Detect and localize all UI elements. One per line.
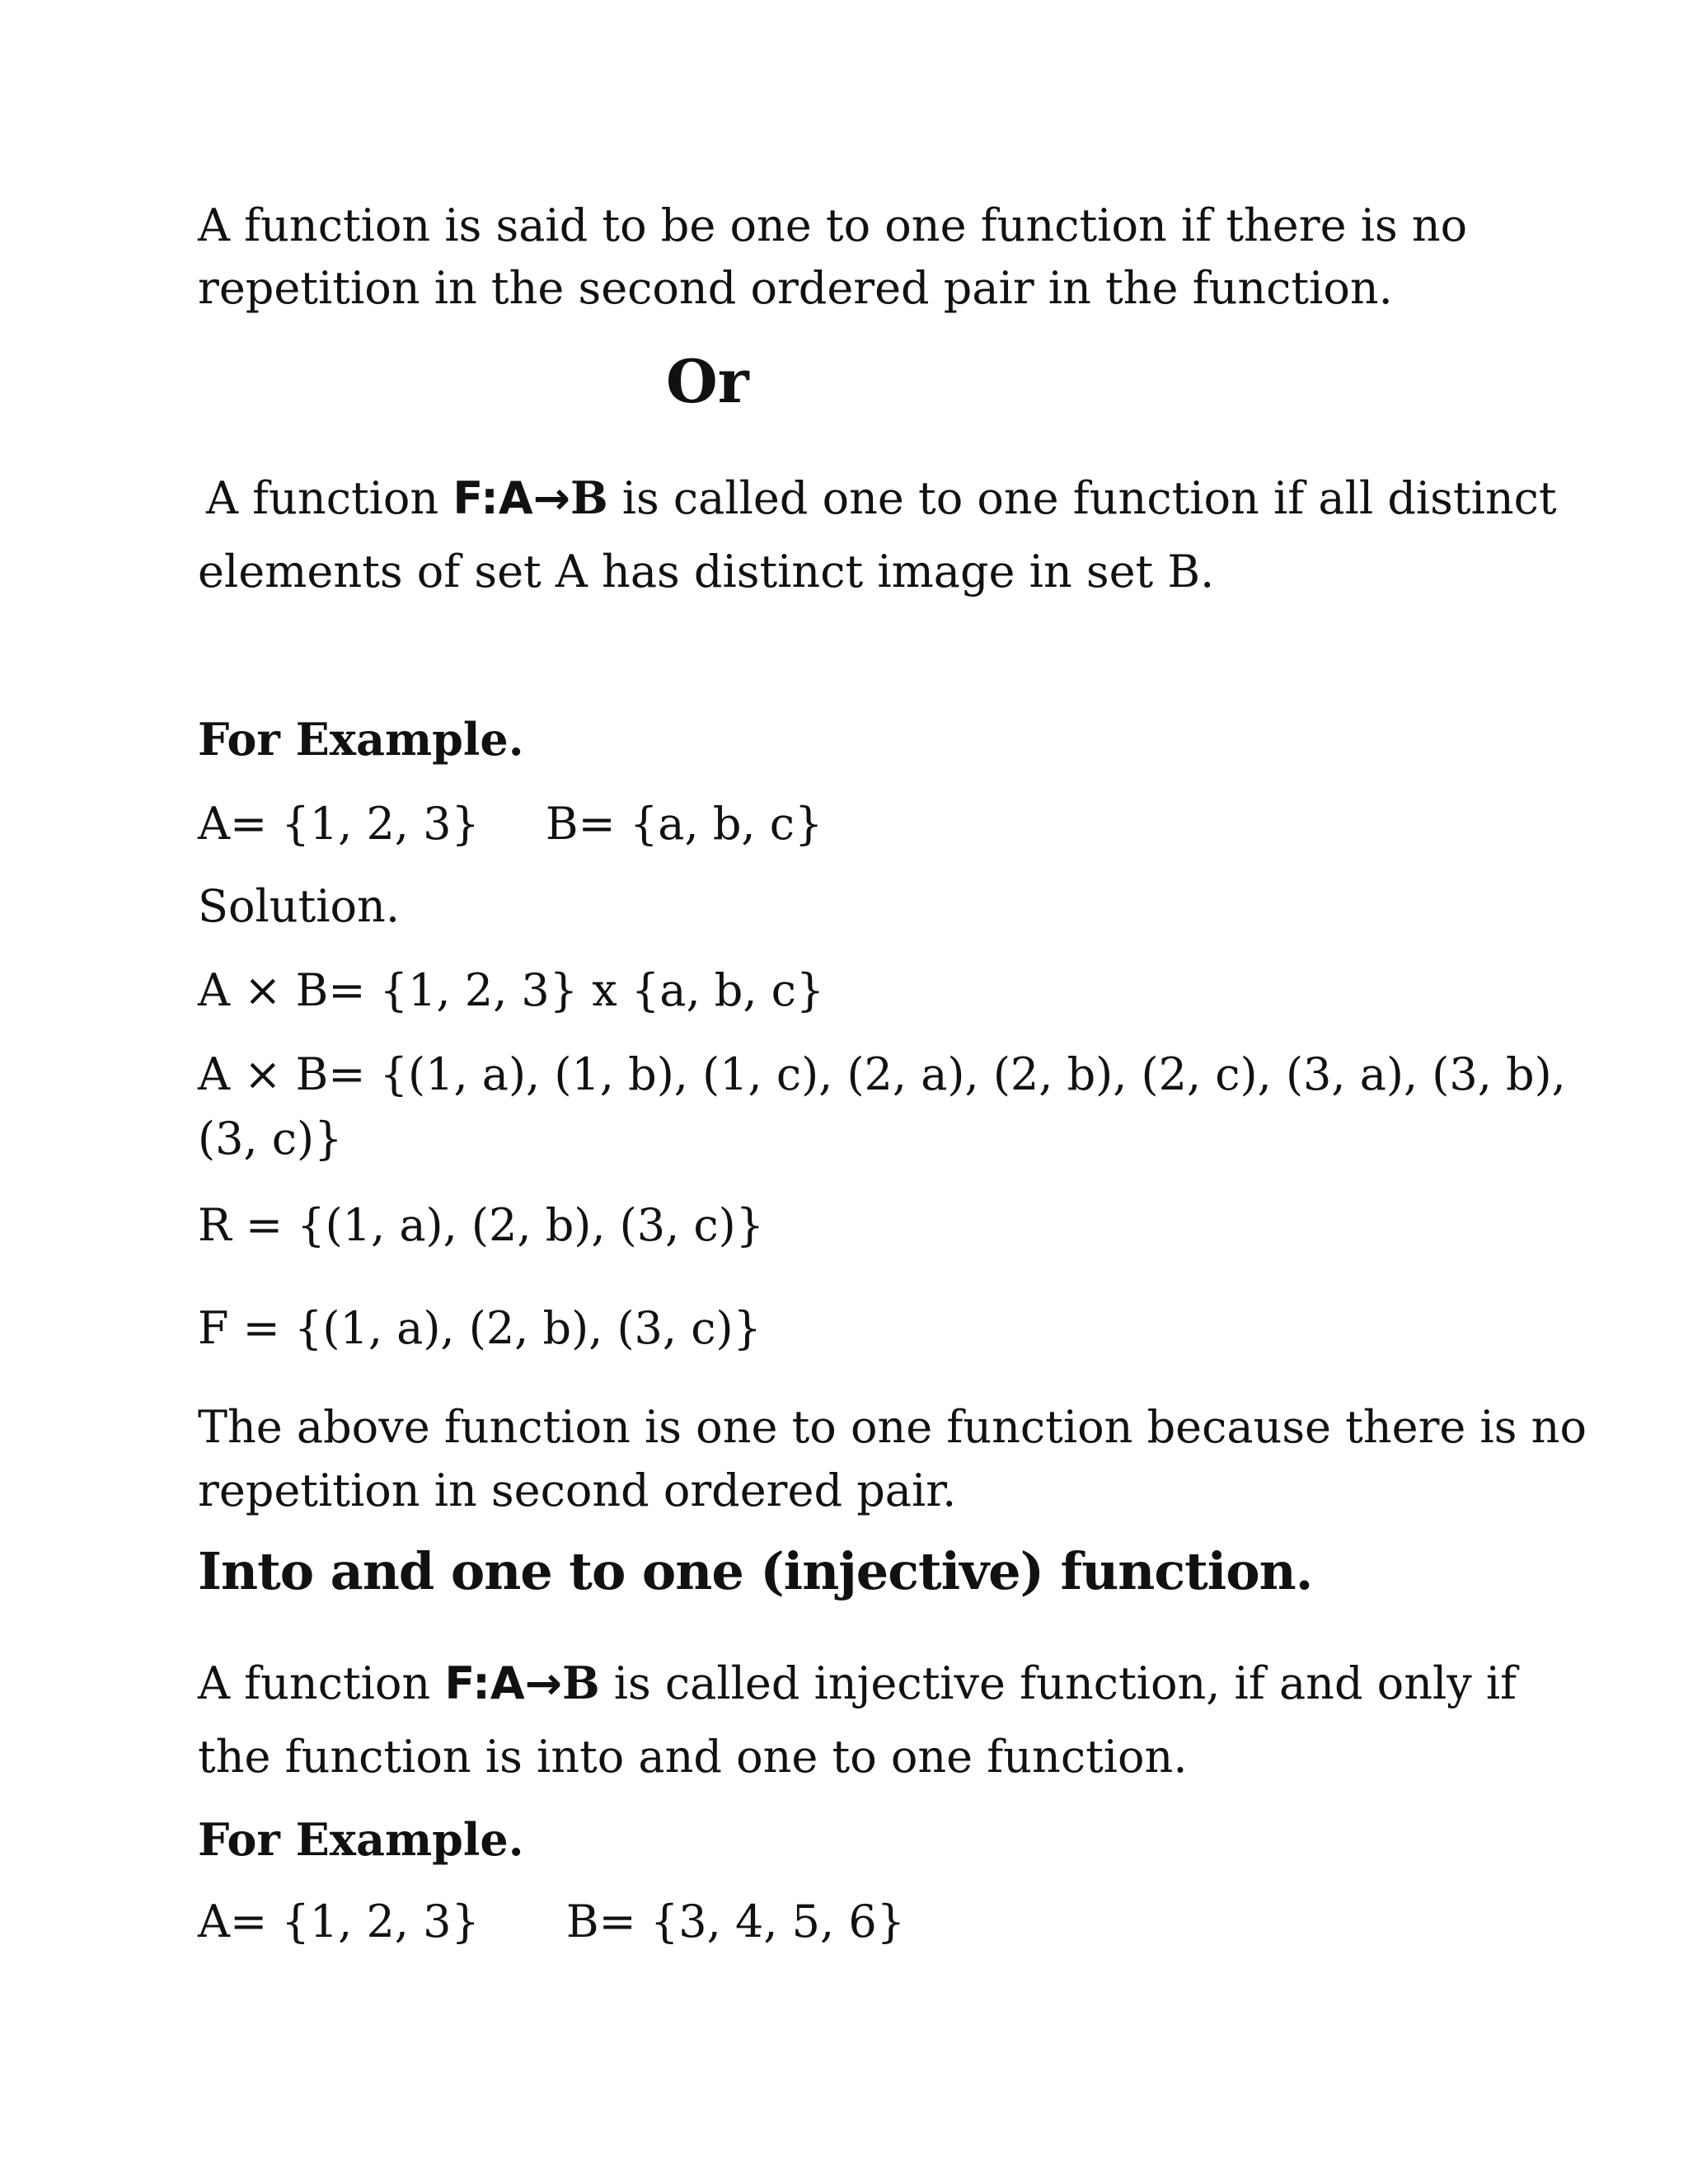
or-separator: Or: [666, 346, 749, 416]
domain-arrow: A→: [498, 472, 570, 524]
definition-line-1: [206, 471, 1557, 526]
solution-label: Solution.: [198, 880, 400, 932]
cartesian-product-2-line-2: (3, c)}: [198, 1113, 343, 1165]
conclusion-line-1: The above function is one to one function because there is no: [198, 1401, 1587, 1453]
cartesian-product-2-line-1: A × B= {(1, a), (1, b), (1, c), (2, a), (2, b), (2, c), (3, a), (3, b),: [198, 1048, 1566, 1100]
conclusion-line-2: repetition in second ordered pair.: [198, 1465, 957, 1516]
section-heading: Into and one to one (injective) function.: [198, 1541, 1313, 1601]
example-heading: For Example.: [198, 713, 524, 766]
definition-line-2: elements of set A has distinct image in set B.: [198, 546, 1215, 598]
function-symbol: F:: [452, 472, 499, 524]
definition-suffix: is called one to one function if all distinct: [607, 472, 1557, 524]
function-symbol: F:: [444, 1657, 490, 1709]
relation-r: R = {(1, a), (2, b), (3, c)}: [198, 1199, 765, 1251]
set-b: B= {a, b, c}: [545, 798, 823, 850]
function-f: F = {(1, a), (2, b), (3, c)}: [198, 1302, 762, 1354]
set-a-2: A= {1, 2, 3}: [198, 1896, 480, 1947]
codomain-symbol: B: [561, 1657, 600, 1709]
intro-line-1: A function is said to be one to one function if there is no: [198, 199, 1468, 251]
example-sets: [198, 798, 823, 851]
example-sets-2: [198, 1896, 905, 1949]
set-a: A= {1, 2, 3}: [198, 798, 480, 850]
injective-definition-line-1: [198, 1657, 1517, 1711]
set-b-2: B= {3, 4, 5, 6}: [565, 1896, 906, 1947]
injective-prefix: A function: [198, 1657, 445, 1709]
definition-prefix: A function: [206, 472, 453, 524]
example-heading-2: For Example.: [198, 1813, 524, 1866]
cartesian-product-1: A × B= {1, 2, 3} x {a, b, c}: [198, 964, 825, 1016]
injective-suffix: is called injective function, if and only if: [599, 1657, 1517, 1709]
injective-definition-line-2: the function is into and one to one function.: [198, 1731, 1188, 1783]
codomain-symbol: B: [570, 471, 608, 524]
domain-arrow: A→: [490, 1657, 562, 1709]
intro-line-2: repetition in the second ordered pair in the function.: [198, 262, 1393, 314]
